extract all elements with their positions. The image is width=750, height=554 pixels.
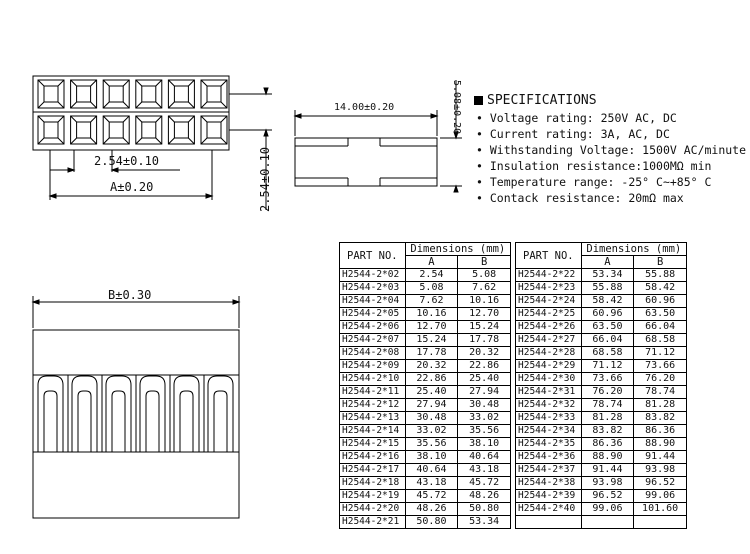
cell-part: H2544-2*28 <box>516 347 582 360</box>
spec-title: SPECIFICATIONS <box>487 93 597 108</box>
cell-b: 43.18 <box>458 464 511 477</box>
cell-b: 30.48 <box>458 399 511 412</box>
table-row <box>516 503 687 516</box>
cell-part: H2544-2*31 <box>516 386 582 399</box>
cell-part: H2544-2*39 <box>516 490 582 503</box>
cell-a: 66.04 <box>581 334 634 347</box>
cell-b: 63.50 <box>634 308 687 321</box>
cell-a: 91.44 <box>581 464 634 477</box>
contact-cell <box>168 116 194 144</box>
table-row <box>516 373 687 386</box>
cell-b: 33.02 <box>458 412 511 425</box>
cell-a: 81.28 <box>581 412 634 425</box>
header-dimensions: Dimensions (mm) <box>405 243 510 256</box>
table-row <box>340 347 511 360</box>
cell-b: 91.44 <box>634 451 687 464</box>
cell-a: 58.42 <box>581 295 634 308</box>
table-row <box>516 282 687 295</box>
cell-b: 86.36 <box>634 425 687 438</box>
contact-cell <box>71 116 97 144</box>
spec-item: • Voltage rating: 250V AC, DC <box>476 111 677 125</box>
cell-a: 93.98 <box>581 477 634 490</box>
cell-b: 27.94 <box>458 386 511 399</box>
contact-cell <box>136 80 162 108</box>
cell-part: H2544-2*37 <box>516 464 582 477</box>
table-row <box>340 282 511 295</box>
table-row <box>516 308 687 321</box>
cell-b: 53.34 <box>458 516 511 529</box>
cell-part: H2544-2*29 <box>516 360 582 373</box>
table-row <box>340 269 511 282</box>
contact-cell <box>201 80 227 108</box>
contact-slot <box>174 376 199 452</box>
cell-b: 99.06 <box>634 490 687 503</box>
cell-part: H2544-2*36 <box>516 451 582 464</box>
cell-a: 5.08 <box>405 282 458 295</box>
header-part-no: PART NO. <box>516 243 582 269</box>
cell-b <box>634 516 687 529</box>
table-row <box>516 464 687 477</box>
cell-b: 25.40 <box>458 373 511 386</box>
cell-part <box>516 516 582 529</box>
cell-a: 30.48 <box>405 412 458 425</box>
cell-part: H2544-2*09 <box>340 360 406 373</box>
cell-part: H2544-2*04 <box>340 295 406 308</box>
table-row <box>516 412 687 425</box>
table-row <box>516 295 687 308</box>
cell-b: 12.70 <box>458 308 511 321</box>
cell-a: 7.62 <box>405 295 458 308</box>
cell-a: 83.82 <box>581 425 634 438</box>
cell-part: H2544-2*30 <box>516 373 582 386</box>
spec-item: • Withstanding Voltage: 1500V AC/minute <box>476 143 747 157</box>
table-row <box>340 516 511 529</box>
table-row <box>340 438 511 451</box>
contact-slot <box>106 376 131 452</box>
cell-b: 78.74 <box>634 386 687 399</box>
cell-a: 15.24 <box>405 334 458 347</box>
cell-a: 27.94 <box>405 399 458 412</box>
cell-a: 40.64 <box>405 464 458 477</box>
contact-cell <box>38 116 64 144</box>
cell-a: 50.80 <box>405 516 458 529</box>
cell-part: H2544-2*13 <box>340 412 406 425</box>
dim-pitch-label: 2.54±0.10 <box>94 154 160 168</box>
spec-item: • Temperature range: -25° C~+85° C <box>476 175 712 189</box>
cell-part: H2544-2*38 <box>516 477 582 490</box>
contact-cell <box>168 80 194 108</box>
dim-row-pitch-label: 2.54±0.10 <box>258 146 272 212</box>
cell-a: 63.50 <box>581 321 634 334</box>
cell-b: 40.64 <box>458 451 511 464</box>
header-b: B <box>458 256 511 269</box>
cell-a: 99.06 <box>581 503 634 516</box>
table-row <box>340 386 511 399</box>
cell-b: 73.66 <box>634 360 687 373</box>
cell-b: 10.16 <box>458 295 511 308</box>
header-a: A <box>405 256 458 269</box>
cell-a: 55.88 <box>581 282 634 295</box>
cell-part: H2544-2*07 <box>340 334 406 347</box>
contact-slot <box>72 376 97 452</box>
cell-b: 93.98 <box>634 464 687 477</box>
cell-part: H2544-2*22 <box>516 269 582 282</box>
cell-a: 88.90 <box>581 451 634 464</box>
cell-part: H2544-2*02 <box>340 269 406 282</box>
front-view <box>33 296 239 518</box>
table-row <box>340 451 511 464</box>
cell-a: 17.78 <box>405 347 458 360</box>
spec-item: • Insulation resistance:1000MΩ min <box>476 159 712 173</box>
cell-a: 43.18 <box>405 477 458 490</box>
table-row <box>516 490 687 503</box>
cell-a: 48.26 <box>405 503 458 516</box>
table-row <box>340 308 511 321</box>
cell-a: 73.66 <box>581 373 634 386</box>
cell-part: H2544-2*33 <box>516 412 582 425</box>
cell-part: H2544-2*11 <box>340 386 406 399</box>
cell-a: 35.56 <box>405 438 458 451</box>
table-row <box>516 334 687 347</box>
dimensions-table-right <box>515 242 687 529</box>
table-row <box>516 516 687 529</box>
cell-part: H2544-2*03 <box>340 282 406 295</box>
table-row <box>340 295 511 308</box>
top-view-body <box>33 76 229 150</box>
cell-b: 66.04 <box>634 321 687 334</box>
cell-b: 88.90 <box>634 438 687 451</box>
cell-part: H2544-2*16 <box>340 451 406 464</box>
dim-length-label: 14.00±0.20 <box>334 102 395 113</box>
table-row <box>340 412 511 425</box>
table-row <box>340 503 511 516</box>
table-row <box>516 451 687 464</box>
table-row <box>340 360 511 373</box>
table-row <box>340 425 511 438</box>
contact-cell <box>71 80 97 108</box>
spec-title-marker <box>474 96 483 105</box>
table-row <box>340 477 511 490</box>
cell-b: 58.42 <box>634 282 687 295</box>
contact-cell <box>201 116 227 144</box>
cell-part: H2544-2*24 <box>516 295 582 308</box>
cell-b: 96.52 <box>634 477 687 490</box>
cell-a: 22.86 <box>405 373 458 386</box>
cell-part: H2544-2*23 <box>516 282 582 295</box>
cell-b: 5.08 <box>458 269 511 282</box>
cell-a: 96.52 <box>581 490 634 503</box>
cell-a: 10.16 <box>405 308 458 321</box>
table-row <box>340 490 511 503</box>
cell-a: 78.74 <box>581 399 634 412</box>
cell-part: H2544-2*08 <box>340 347 406 360</box>
cell-b: 48.26 <box>458 490 511 503</box>
cell-b: 83.82 <box>634 412 687 425</box>
cell-b: 15.24 <box>458 321 511 334</box>
table-row <box>340 373 511 386</box>
cell-b: 20.32 <box>458 347 511 360</box>
contact-cell <box>103 80 129 108</box>
table-row <box>516 477 687 490</box>
spec-item: • Contack resistance: 20mΩ max <box>476 191 684 205</box>
cell-part: H2544-2*25 <box>516 308 582 321</box>
cell-a: 20.32 <box>405 360 458 373</box>
cell-part: H2544-2*27 <box>516 334 582 347</box>
cell-part: H2544-2*34 <box>516 425 582 438</box>
table-row <box>516 321 687 334</box>
cell-part: H2544-2*32 <box>516 399 582 412</box>
dim-a-label: A±0.20 <box>110 180 154 194</box>
cell-b: 76.20 <box>634 373 687 386</box>
cell-a: 45.72 <box>405 490 458 503</box>
cell-a: 38.10 <box>405 451 458 464</box>
cell-part: H2544-2*12 <box>340 399 406 412</box>
table-row <box>340 321 511 334</box>
cell-a: 76.20 <box>581 386 634 399</box>
spec-item: • Current rating: 3A, AC, DC <box>476 127 670 141</box>
cell-part: H2544-2*06 <box>340 321 406 334</box>
header-dimensions: Dimensions (mm) <box>581 243 686 256</box>
cell-a: 25.40 <box>405 386 458 399</box>
cell-a: 53.34 <box>581 269 634 282</box>
cell-b: 50.80 <box>458 503 511 516</box>
cell-a: 12.70 <box>405 321 458 334</box>
contact-slot <box>140 376 165 452</box>
cell-part: H2544-2*40 <box>516 503 582 516</box>
cell-a: 71.12 <box>581 360 634 373</box>
table-row <box>340 399 511 412</box>
cell-b: 45.72 <box>458 477 511 490</box>
dim-b-label: B±0.30 <box>108 288 152 302</box>
cell-part: H2544-2*21 <box>340 516 406 529</box>
header-a: A <box>581 256 634 269</box>
cell-part: H2544-2*17 <box>340 464 406 477</box>
table-row <box>340 334 511 347</box>
cell-b: 101.60 <box>634 503 687 516</box>
cell-b: 7.62 <box>458 282 511 295</box>
cell-a: 60.96 <box>581 308 634 321</box>
contact-cell <box>103 116 129 144</box>
cell-a: 2.54 <box>405 269 458 282</box>
cell-a: 86.36 <box>581 438 634 451</box>
cell-a: 33.02 <box>405 425 458 438</box>
cell-part: H2544-2*15 <box>340 438 406 451</box>
contact-cell <box>38 80 64 108</box>
cell-b: 17.78 <box>458 334 511 347</box>
cell-b: 38.10 <box>458 438 511 451</box>
table-row <box>516 425 687 438</box>
table-row <box>516 269 687 282</box>
cell-part: H2544-2*10 <box>340 373 406 386</box>
cell-b: 35.56 <box>458 425 511 438</box>
side-view <box>295 80 462 192</box>
table-row <box>516 438 687 451</box>
contact-slot <box>38 376 63 452</box>
cell-part: H2544-2*26 <box>516 321 582 334</box>
table-row <box>516 360 687 373</box>
dim-height-label: 5.08±0.20 <box>451 80 462 135</box>
table-row <box>340 464 511 477</box>
cell-b: 60.96 <box>634 295 687 308</box>
cell-part: H2544-2*18 <box>340 477 406 490</box>
cell-b: 55.88 <box>634 269 687 282</box>
cell-part: H2544-2*19 <box>340 490 406 503</box>
cell-b: 68.58 <box>634 334 687 347</box>
header-part-no: PART NO. <box>340 243 406 269</box>
cell-b: 22.86 <box>458 360 511 373</box>
cell-b: 71.12 <box>634 347 687 360</box>
cell-part: H2544-2*35 <box>516 438 582 451</box>
dimensions-table-left <box>339 242 511 529</box>
cell-part: H2544-2*14 <box>340 425 406 438</box>
cell-part: H2544-2*05 <box>340 308 406 321</box>
contact-cell <box>136 116 162 144</box>
cell-a: 68.58 <box>581 347 634 360</box>
table-row <box>516 399 687 412</box>
header-b: B <box>634 256 687 269</box>
contact-slot <box>208 376 233 452</box>
spec-list <box>476 110 746 206</box>
cell-a <box>581 516 634 529</box>
cell-b: 81.28 <box>634 399 687 412</box>
table-row <box>516 386 687 399</box>
cell-part: H2544-2*20 <box>340 503 406 516</box>
table-row <box>516 347 687 360</box>
